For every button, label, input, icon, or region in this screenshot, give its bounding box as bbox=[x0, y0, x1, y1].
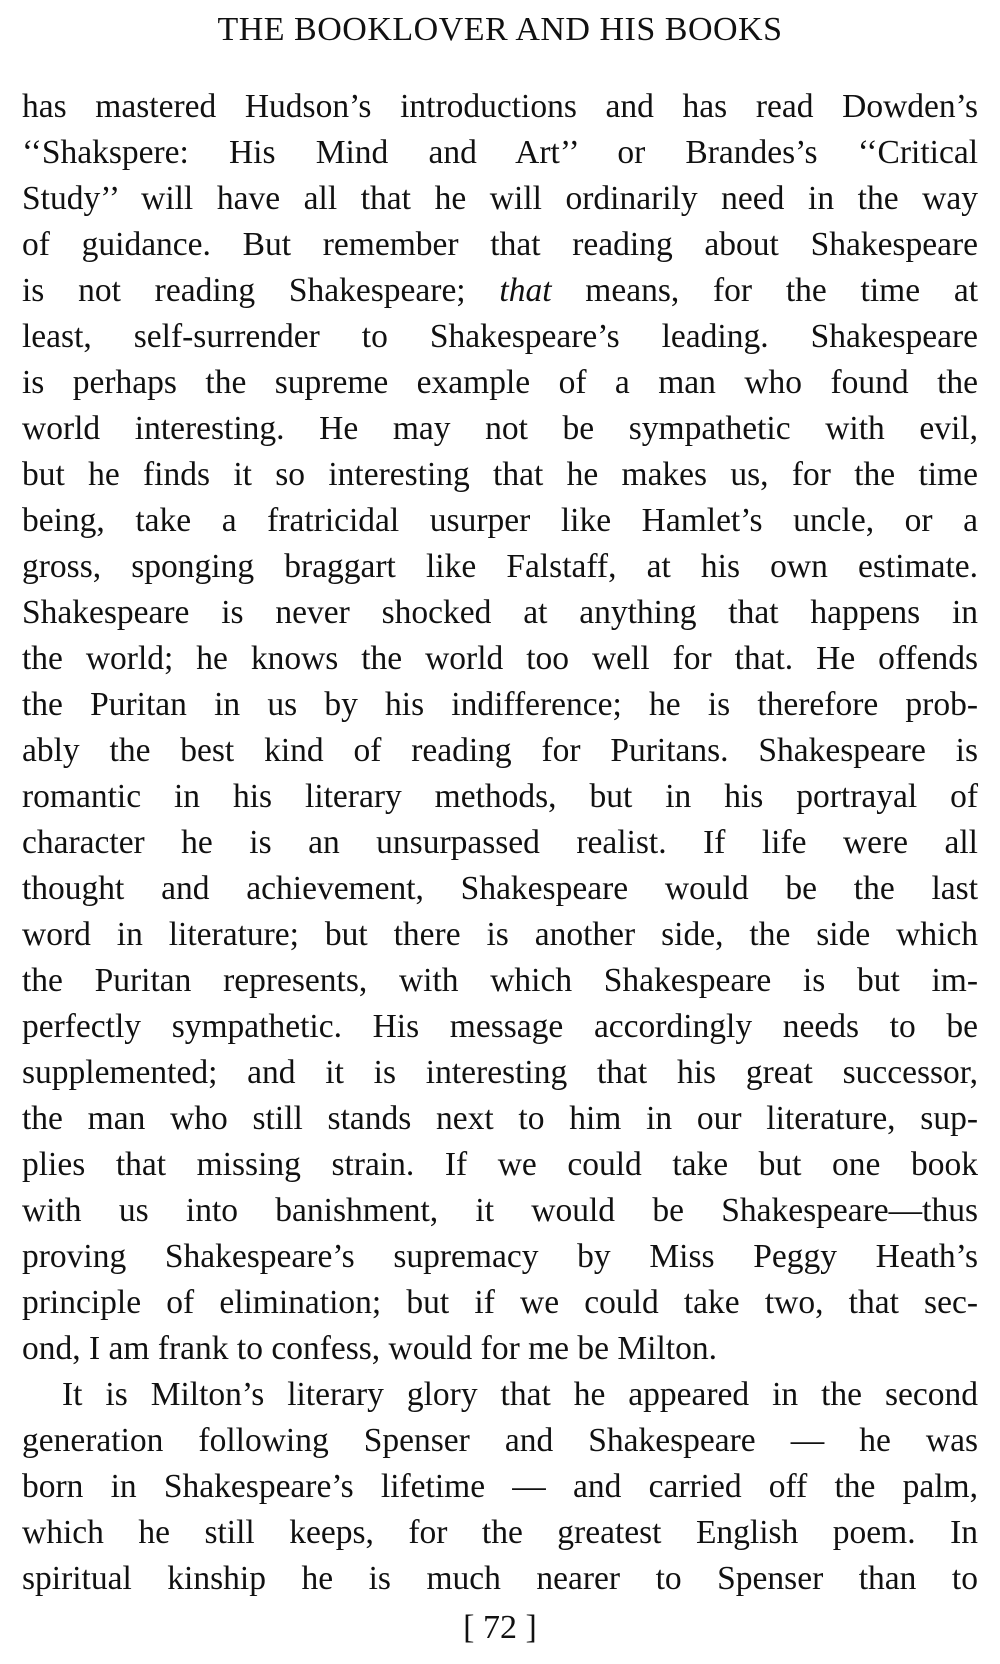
text-segment: is not reading Shakespeare; bbox=[22, 272, 500, 309]
text-line: It is Milton’s literary glory that he appeared in the second bbox=[62, 1376, 978, 1413]
text-line: which he still keeps, for the greatest English poem. In bbox=[22, 1514, 978, 1551]
text-line: the Puritan in us by his indifference; he is therefore prob- bbox=[22, 686, 978, 723]
text-line: is perhaps the supreme example of a man who found the bbox=[22, 364, 978, 401]
text-line: gross, sponging braggart like Falstaff, at his own estimate. bbox=[22, 548, 978, 585]
text-line: generation following Spenser and Shakespeare — he was bbox=[22, 1422, 978, 1459]
text-line: perfectly sympathetic. His message accordingly needs to be bbox=[22, 1008, 978, 1045]
text-line: romantic in his literary methods, but in his portrayal of bbox=[22, 778, 978, 815]
text-line: but he finds it so interesting that he makes us, for the time bbox=[22, 456, 978, 493]
text-line: ‘‘Shakspere: His Mind and Art’’ or Brandes’s ‘‘Critical bbox=[22, 134, 978, 171]
text-line: with us into banishment, it would be Shakespeare—thus bbox=[22, 1192, 978, 1229]
text-line: of guidance. But remember that reading about Shakespeare bbox=[22, 226, 978, 263]
text-line: being, take a fratricidal usurper like Hamlet’s uncle, or a bbox=[22, 502, 978, 539]
text-line: Study’’ will have all that he will ordinarily need in the way bbox=[22, 180, 978, 217]
paragraph bbox=[22, 1372, 978, 1602]
text-line: Shakespeare is never shocked at anything that happens in bbox=[22, 594, 978, 631]
text-line: the man who still stands next to him in our literature, sup- bbox=[22, 1100, 978, 1137]
text-line: principle of elimination; but if we could take two, that sec- bbox=[22, 1284, 978, 1321]
text-line: character he is an unsurpassed realist. If life were all bbox=[22, 824, 978, 861]
text-line: spiritual kinship he is much nearer to Spenser than to bbox=[22, 1560, 978, 1597]
paragraph bbox=[22, 84, 978, 1372]
text-line: born in Shakespeare’s lifetime — and carried off the palm, bbox=[22, 1468, 978, 1505]
text-line: thought and achievement, Shakespeare would be the last bbox=[22, 870, 978, 907]
text-line: the Puritan represents, with which Shakespeare is but im- bbox=[22, 962, 978, 999]
running-head: THE BOOKLOVER AND HIS BOOKS bbox=[217, 11, 783, 48]
text-line: ond, I am frank to confess, would for me be Milton. bbox=[22, 1330, 717, 1367]
text-line: the world; he knows the world too well for that. He offends bbox=[22, 640, 978, 677]
text-line bbox=[22, 268, 978, 314]
body-text bbox=[22, 84, 978, 1602]
text-segment: means, for the time at bbox=[551, 272, 978, 309]
page-number: [ 72 ] bbox=[463, 1609, 537, 1646]
text-line: has mastered Hudson’s introductions and has read Dowden’s bbox=[22, 88, 978, 125]
text-line: ably the best kind of reading for Puritans. Shakespeare is bbox=[22, 732, 978, 769]
text-line: word in literature; but there is another side, the side which bbox=[22, 916, 978, 953]
text-line: least, self-surrender to Shakespeare’s leading. Shakespeare bbox=[22, 318, 978, 355]
text-line: plies that missing strain. If we could take but one book bbox=[22, 1146, 978, 1183]
text-line: world interesting. He may not be sympathetic with evil, bbox=[22, 410, 978, 447]
text-line: supplemented; and it is interesting that his great successor, bbox=[22, 1054, 978, 1091]
text-line: proving Shakespeare’s supremacy by Miss Peggy Heath’s bbox=[22, 1238, 978, 1275]
italic-emphasis: that bbox=[499, 272, 552, 309]
